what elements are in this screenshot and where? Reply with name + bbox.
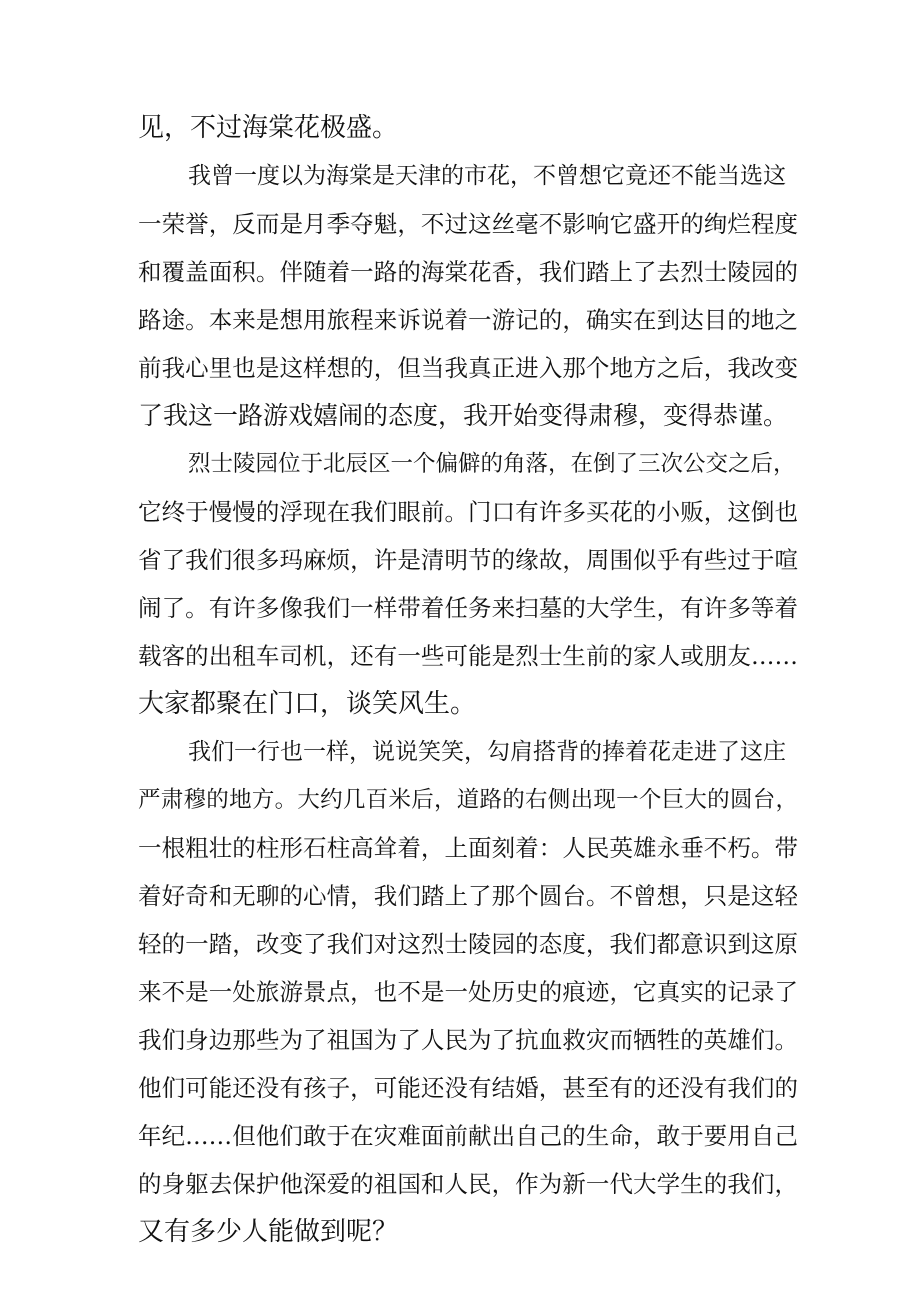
text-line: 的身躯去保护他深爱的祖国和人民，作为新一代大学生的我们， — [138, 1170, 798, 1198]
text-line: 年纪……但他们敢于在灾难面前献出自己的生命，敢于要用自己 — [138, 1122, 798, 1150]
text-line: 路途。本来是想用旅程来诉说着一游记的，确实在到达目的地之 — [138, 306, 798, 334]
text-line: 着好奇和无聊的心情，我们踏上了那个圆台。不曾想，只是这轻 — [138, 882, 798, 910]
text-line: 来不是一处旅游景点，也不是一处历史的痕迹，它真实的记录了 — [138, 978, 798, 1006]
text-line: 省了我们很多玛麻烦，许是清明节的缘故，周围似乎有些过于喧 — [138, 546, 798, 574]
text-line: 一荣誉，反而是月季夺魁，不过这丝毫不影响它盛开的绚烂程度 — [138, 210, 798, 238]
text-line: 前我心里也是这样想的，但当我真正进入那个地方之后，我改变 — [138, 354, 798, 382]
text-line: 严肃穆的地方。大约几百米后，道路的右侧出现一个巨大的圆台， — [138, 787, 798, 813]
text-line: 我们身边那些为了祖国为了人民为了抗血救灾而牺牲的英雄们。 — [138, 1026, 798, 1054]
text-line: 大家都聚在门口，谈笑风生。 — [138, 689, 477, 719]
text-line: 了我这一路游戏嬉闹的态度，我开始变得肃穆，变得恭谨。 — [138, 401, 789, 430]
text-line: 又有多少人能做到呢？ — [138, 1217, 399, 1247]
text-line: 和覆盖面积。伴随着一路的海棠花香，我们踏上了去烈士陵园的 — [138, 258, 798, 286]
essay-text — [138, 104, 798, 1256]
text-line: 轻的一踏，改变了我们对这烈士陵园的态度，我们都意识到这原 — [138, 930, 798, 958]
paragraph-first-line: 我们一行也一样，说说笑笑，勾肩搭背的捧着花走进了这庄 — [188, 739, 786, 765]
text-line: 一根粗壮的柱形石柱高耸着，上面刻着：人民英雄永垂不朽。带 — [138, 834, 798, 862]
text-line: 见，不过海棠花极盛。 — [138, 113, 399, 143]
text-line: 他们可能还没有孩子，可能还没有结婚，甚至有的还没有我们的 — [138, 1074, 798, 1102]
text-line: 它终于慢慢的浮现在我们眼前。门口有许多买花的小贩，这倒也 — [138, 498, 798, 526]
paragraph-first-line: 我曾一度以为海棠是天津的市花，不曾想它竟还不能当选这 — [188, 163, 786, 189]
paragraph-first-line: 烈士陵园位于北辰区一个偏僻的角落，在倒了三次公交之后， — [188, 451, 796, 477]
text-line: 闹了。有许多像我们一样带着任务来扫墓的大学生，有许多等着 — [138, 594, 798, 622]
text-line: 载客的出租车司机，还有一些可能是烈士生前的家人或朋友…… — [138, 642, 798, 670]
